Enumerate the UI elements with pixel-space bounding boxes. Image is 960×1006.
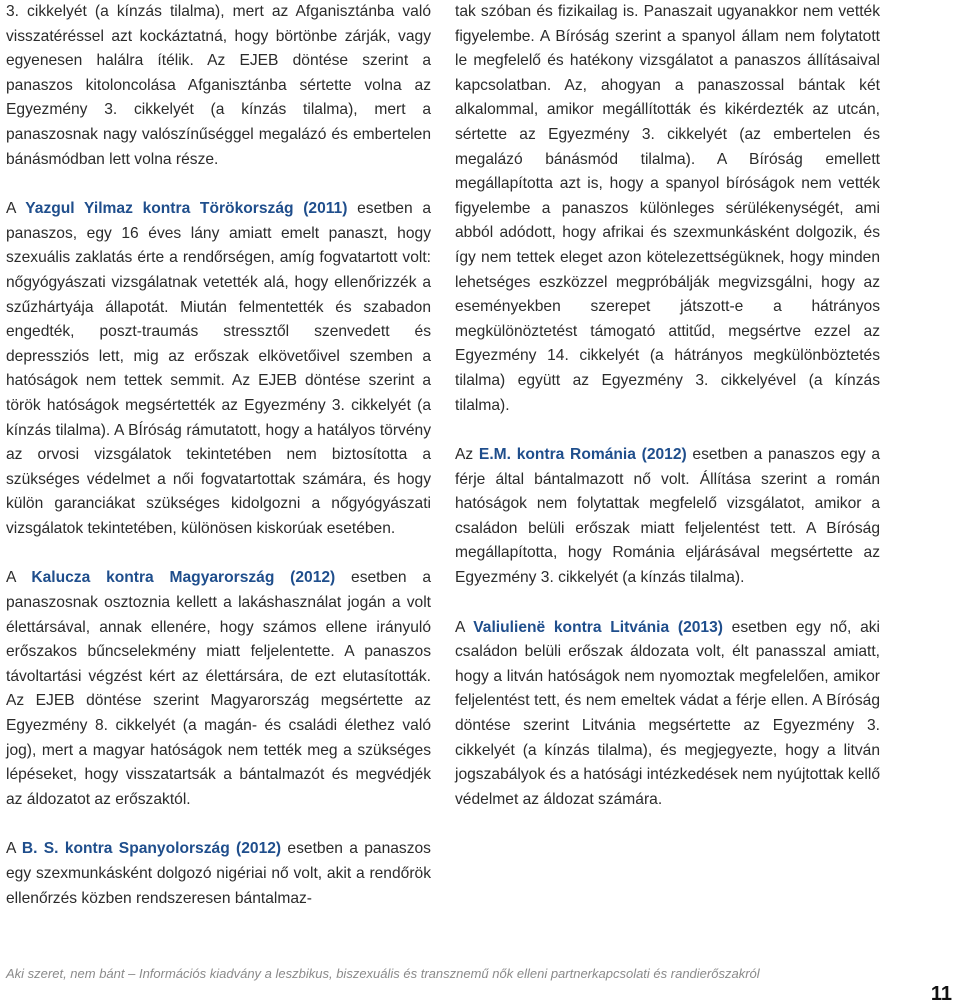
case-title-yilmaz: Yazgul Yilmaz kontra Törökország (2011): [25, 200, 348, 218]
paragraph-prefix: A: [6, 569, 32, 587]
paragraph-body: esetben a panaszos, egy 16 éves lány amiatt emelt panaszt, hogy szexuális zaklatás érte a rendőrségen, amíg fogvatartott volt: nőgyógyászati vizsgálatnak vetették alá, hogy ellenőrizzék a szűzhártyája állapotát. Miután felmentették és szabadon engedték, poszt-traumás stressztől szenvedett és depressziós lett, mig az erőszak elkövetőivel szemben a hatóságok nem tettek semmit. Az EJEB döntése szerint a török hatóságok megsértették az Egyezmény 3. cikkelyét (a kínzás tilalma). A BÍróság rámutatott, hogy a hatályos törvény az orvosi vizsgálatok tekintetében nem biztosította a szükséges védelmet a női fogvatartottak számára, és hogy külön garanciákat szükséges kidolgozni a nőgyógyászati vizsgálatok tekintetében, különösen kiskorúak esetében.: [6, 200, 431, 537]
case-title-bs: B. S. kontra Spanyolország (2012): [21, 840, 282, 858]
paragraph-kalucza-case: [6, 566, 431, 812]
paragraph-yilmaz-case: [6, 197, 431, 541]
paragraph-prefix: A: [6, 840, 22, 858]
case-title-em: E.M. kontra Románia (2012): [478, 446, 687, 464]
paragraph-prefix: Az: [455, 446, 479, 464]
right-column: [455, 0, 880, 837]
paragraph-prefix: A: [6, 200, 26, 218]
paragraph-em-case: [455, 443, 880, 591]
paragraph-body: esetben egy nő, aki családon belüli erőszak áldozata volt, élt panasszal amiatt, hogy a litván hatóságok nem nyomoztak megfelelően, amikor feljelentést tett, és nem emeltek vádat a férje ellen. A Bíróság döntése szerint Litvánia megsértette az Egyezmény 3. cikkelyét (a kínzás tilalma), és megjegyezte, hogy a litván jogszabályok és a hatósági intézkedések nem nyújtottak kellő védelmet az áldozat számára.: [455, 618, 881, 808]
paragraph-body: esetben a panaszosnak osztoznia kellett a lakáshasználat jogán a volt élettársával, annak ellenére, hogy számos ellene irányuló erőszakos bűncselekmény miatt feljelentette. A panaszos távoltartási végzést kért az élettársára, de ezt elutasították. Az EJEB döntése szerint Magyarország megsértette az Egyezmény 8. cikkelyét (a magán- és családi élethez való jog), mert a magyar hatóságok nem tették meg a szükséges lépéseket, hogy visszatartsák a bántalmazót és megvédjék az áldozatot az erőszaktól.: [6, 569, 431, 808]
paragraph-prefix: A: [455, 618, 474, 636]
left-column: [6, 0, 431, 936]
paragraph-intro-continuation: 3. cikkelyét (a kínzás tilalma), mert az Afganisztánba való visszatéréssel azt kockáztatná, hogy börtönbe zárják, vagy egyenesen halálra ítélik. Az EJEB döntése szerint a panaszos kitoloncolása Afganisztánba sértette volna az Egyezmény 3. cikkelyét (a kínzás tilalma), mert a panaszosnak nagy valószínűséggel megalázó és embertelen bánásmódban lett volna része.: [6, 3, 431, 168]
paragraph-body: esetben a panaszos egy a férje által bántalmazott nő volt. Állítása szerint a román hatóságok nem folytattak megfelelő vizsgálatot, amikor a családon belüli erőszak miatt feljelentést tett. A Bíróság megállapította, hogy Románia eljárásával megsértette az Egyezmény 3. cikkelyét (a kínzás tilalma).: [455, 446, 880, 587]
paragraph-valiuliene-case: [455, 616, 880, 813]
case-title-kalucza: Kalucza kontra Magyarország (2012): [31, 569, 336, 587]
page-number: 11: [930, 983, 952, 1005]
running-footer: Aki szeret, nem bánt – Információs kiadvány a leszbikus, biszexuális és transznemű nők elleni partnerkapcsolati és randierőszakról: [6, 966, 760, 981]
paragraph-bs-case: [6, 837, 431, 911]
case-title-valiuliene: Valiulienë kontra Litvánia (2013): [473, 618, 723, 636]
paragraph-body: esetben a panaszos egy szexmunkásként dolgozó nigériai nő volt, akit a rendőrök ellenőrzés közben rendszeresen bántalmaz-: [6, 840, 431, 907]
paragraph-bs-case-continuation: tak szóban és fizikailag is. Panaszait ugyanakkor nem vették figyelembe. A Bíróság szerint a spanyol állam nem folytatott le megfelelő és hatékony vizsgálatot a panaszos állításaival kapcsolatban. Az, ahogyan a panaszossal bántak két alkalommal, amikor megállították és kikérdezték az utcán, sértette az Egyezmény 3. cikkelyét (az embertelen és megalázó bánásmód tilalma). A Bíróság emellett megállapította azt is, hogy a spanyol bíróságok nem vették figyelembe a panaszos különleges sérülékenységét, ami abból adódott, hogy afrikai és szexmunkásként dolgozik, és így nem tettek eleget azon kötelezettségüknek, hogy minden lehetséges eszközzel megpróbálják megvizsgálni, hogy az eseményekben szerepet játszott-e a hátrányos megkülönöztetést támogató attitűd, megsértve ezzel az Egyezmény 14. cikkelyét (a hátrányos megkülönböztetés tilalma) együtt az Egyezmény 3. cikkelyével (a kínzás tilalma).: [455, 3, 880, 414]
